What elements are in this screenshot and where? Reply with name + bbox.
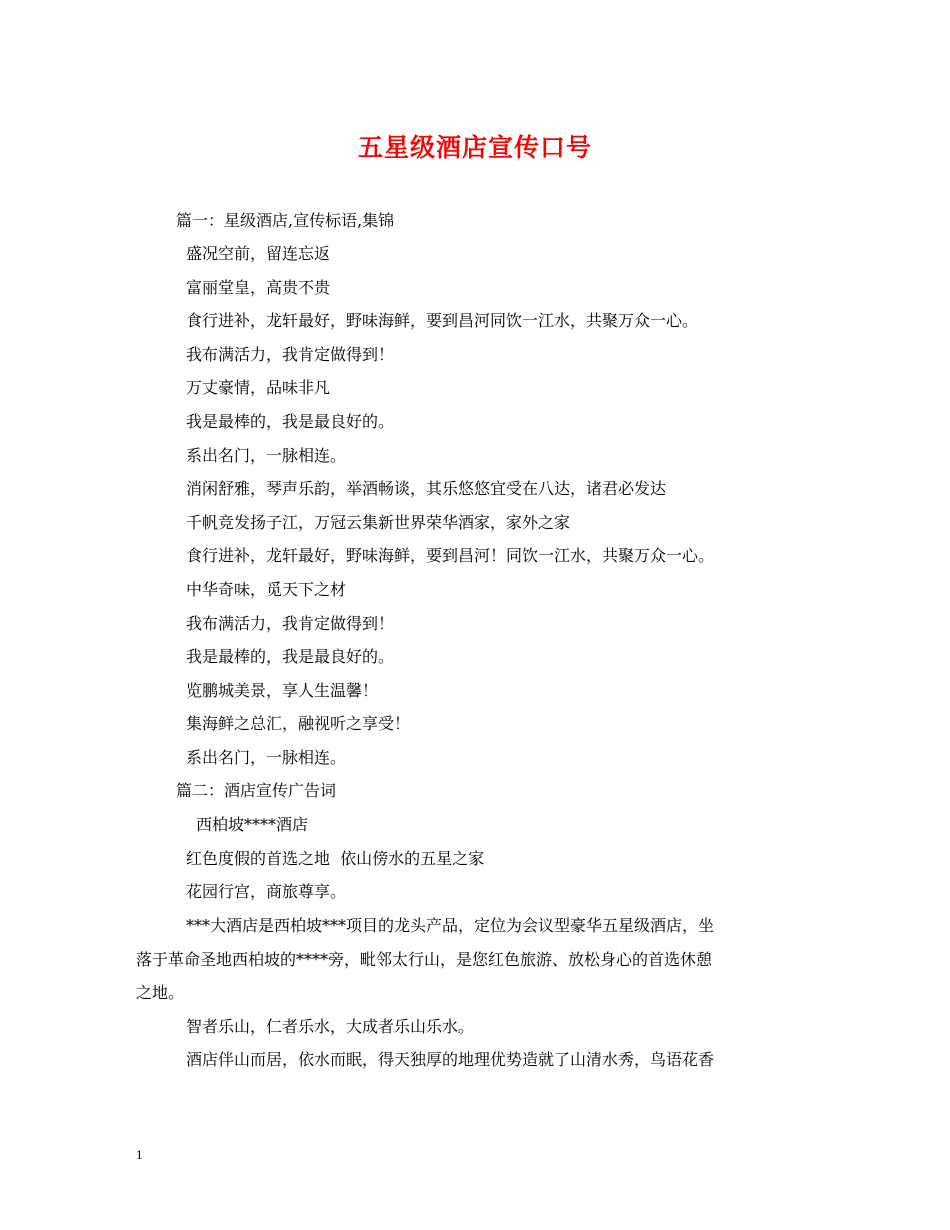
slogan-line: 消闲舒雅，琴声乐韵，举酒畅谈，其乐悠悠宜受在八达，诸君必发达 bbox=[186, 479, 667, 498]
hotel-tagline: 红色度假的首选之地 依山傍水的五星之家 bbox=[186, 849, 485, 868]
paragraph-line: 之地。 bbox=[136, 983, 185, 1002]
slogan-line: 系出名门，一脉相连。 bbox=[186, 446, 347, 465]
slogan-line: 我是最棒的，我是最良好的。 bbox=[186, 647, 395, 666]
page-number: 1 bbox=[136, 1147, 143, 1162]
hotel-tagline-2: 花园行宫，商旅尊享。 bbox=[186, 882, 347, 901]
slogan-line: 千帆竞发扬子江，万冠云集新世界荣华酒家，家外之家 bbox=[186, 513, 571, 532]
paragraph-line: 落于革命圣地西柏坡的****旁，毗邻太行山，是您红色旅游、放松身心的首选休憩 bbox=[136, 950, 713, 969]
document-title: 五星级酒店宣传口号 bbox=[357, 133, 592, 162]
section2-heading: 篇二：酒店宣传广告词 bbox=[176, 781, 337, 800]
slogan-line: 集海鲜之总汇，融视听之享受！ bbox=[186, 714, 411, 733]
slogan-line: 食行进补，龙轩最好，野味海鲜，要到昌河！同饮一江水，共聚万众一心。 bbox=[186, 546, 715, 565]
slogan-line: 我是最棒的，我是最良好的。 bbox=[186, 412, 395, 431]
slogan-line: 万丈豪情，品味非凡 bbox=[186, 378, 331, 397]
slogan-line: 富丽堂皇，高贵不贵 bbox=[186, 278, 331, 297]
slogan-line: 食行进补，龙轩最好，野味海鲜，要到昌河同饮一江水，共聚万众一心。 bbox=[186, 311, 699, 330]
paragraph-line: 酒店伴山而居，依水而眠，得天独厚的地理优势造就了山清水秀，鸟语花香 bbox=[186, 1050, 715, 1069]
paragraph-line: ***大酒店是西柏坡***项目的龙头产品，定位为会议型豪华五星级酒店，坐 bbox=[186, 916, 715, 935]
section1-heading: 篇一：星级酒店,宣传标语,集锦 bbox=[176, 211, 395, 230]
slogan-line: 我布满活力，我肯定做得到！ bbox=[186, 345, 395, 364]
slogan-line: 中华奇味，觅天下之材 bbox=[186, 580, 347, 599]
slogan-line: 我布满活力，我肯定做得到！ bbox=[186, 614, 395, 633]
slogan-line: 盛况空前，留连忘返 bbox=[186, 244, 331, 263]
slogan-line: 系出名门，一脉相连。 bbox=[186, 748, 347, 767]
paragraph-line: 智者乐山，仁者乐水，大成者乐山乐水。 bbox=[186, 1017, 475, 1036]
hotel-name: 西柏坡****酒店 bbox=[196, 815, 309, 834]
slogan-line: 览鹏城美景，享人生温馨！ bbox=[186, 681, 379, 700]
